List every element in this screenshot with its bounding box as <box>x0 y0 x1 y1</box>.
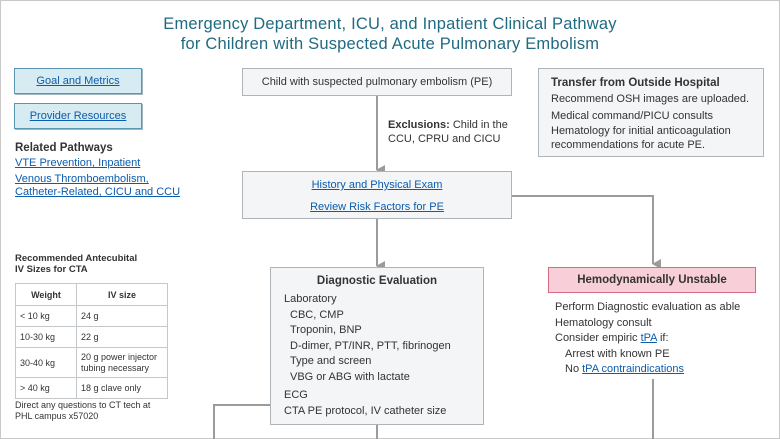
cta-item: CTA PE protocol, IV catheter size <box>284 404 447 417</box>
exclusions-text-line-2: CCU, CPRU and CICU <box>388 133 501 145</box>
unstable-line-1: Perform Diagnostic evaluation as able <box>555 301 741 313</box>
link-venous-thromboembolism[interactable]: Venous Thromboembolism, <box>15 173 149 185</box>
ct-note-line-1: Direct any questions to CT tech at <box>15 400 151 410</box>
table-cell-iv-size-line-1: 20 g power injector <box>81 351 158 362</box>
unstable-line-5-prefix: No <box>565 363 580 375</box>
page-title-line-2: for Children with Suspected Acute Pulmonary Embolism <box>180 35 600 53</box>
unstable-instructions <box>555 300 740 378</box>
review-risk-factors-link[interactable]: Review Risk Factors for PE <box>310 201 444 213</box>
unstable-line-3-suffix: if: <box>659 332 669 344</box>
transfer-line-1: Recommend OSH images are uploaded. <box>551 92 750 105</box>
transfer-line-3: Hematology for initial anticoagulation <box>551 124 731 137</box>
table-header-weight: Weight <box>16 284 77 306</box>
related-pathways-heading: Related Pathways <box>15 142 113 154</box>
list-item: Type and screen <box>290 355 372 367</box>
table-header-row <box>16 284 168 306</box>
hemodynamically-unstable-box <box>548 267 756 293</box>
list-item: VBG or ABG with lactate <box>290 370 410 383</box>
table-cell-weight: > 40 kg <box>16 378 77 399</box>
page-title-line-1: Emergency Department, ICU, and Inpatient Clinical Pathway <box>163 15 617 33</box>
history-box <box>242 171 512 219</box>
link-catheter-related[interactable]: Catheter-Related, CICU and CCU <box>15 186 181 198</box>
table-cell-weight: < 10 kg <box>16 306 77 327</box>
arrow-history-to-unstable <box>512 196 653 264</box>
transfer-box <box>538 68 764 157</box>
table-cell-iv-size-line-2: tubing necessary <box>81 362 150 373</box>
hemodynamically-unstable-title: Hemodynamically Unstable <box>577 274 727 286</box>
history-physical-exam-link[interactable]: History and Physical Exam <box>311 179 443 191</box>
transfer-title: Transfer from Outside Hospital <box>551 77 720 89</box>
table-row <box>16 348 168 378</box>
table-cell-iv-size: 18 g clave only <box>77 378 168 399</box>
diagnostic-evaluation-title: Diagnostic Evaluation <box>316 275 438 287</box>
unstable-line-3 <box>555 331 740 347</box>
diagnostic-evaluation-box <box>270 267 484 425</box>
exclusions-text-line-1: Child in the <box>452 119 508 131</box>
transfer-line-4: recommendations for acute PE. <box>551 139 706 151</box>
unstable-line-5 <box>555 362 740 378</box>
start-box <box>242 68 512 96</box>
ecg-item: ECG <box>284 389 308 401</box>
transfer-line-2: Medical command/PICU consults <box>551 110 714 122</box>
iv-sizes-heading-line-2: IV Sizes for CTA <box>15 264 88 275</box>
line-diagnostic-down-left <box>214 405 270 439</box>
unstable-line-2: Hematology consult <box>555 316 652 329</box>
list-item: Troponin, BNP <box>290 324 362 336</box>
table-row <box>16 327 168 348</box>
table-row <box>16 378 168 399</box>
table-cell-iv-size <box>77 348 168 378</box>
laboratory-heading: Laboratory <box>284 293 337 305</box>
tpa-contraindications-link[interactable]: tPA contraindications <box>582 363 685 375</box>
table-cell-weight: 10-30 kg <box>16 327 77 348</box>
link-vte-prevention[interactable]: VTE Prevention, Inpatient <box>15 157 141 169</box>
goal-and-metrics-button[interactable]: Goal and Metrics <box>14 68 142 94</box>
table-cell-iv-size: 24 g <box>77 306 168 327</box>
table-header-iv-size: IV size <box>77 284 168 306</box>
unstable-line-3-prefix: Consider empiric <box>555 332 638 344</box>
exclusions-note <box>388 118 508 146</box>
list-item: CBC, CMP <box>290 308 344 321</box>
table-row <box>16 306 168 327</box>
list-item: D-dimer, PT/INR, PTT, fibrinogen <box>290 339 451 352</box>
ct-note-line-2: PHL campus x57020 <box>15 411 99 421</box>
laboratory-list <box>284 308 483 386</box>
unstable-line-4: Arrest with known PE <box>565 347 670 360</box>
iv-sizes-table <box>15 283 168 399</box>
exclusions-label: Exclusions: <box>388 119 450 131</box>
provider-resources-button[interactable]: Provider Resources <box>14 103 142 129</box>
start-box-label: Child with suspected pulmonary embolism (PE) <box>261 76 493 88</box>
table-cell-iv-size: 22 g <box>77 327 168 348</box>
table-cell-weight: 30-40 kg <box>16 348 77 378</box>
tpa-link[interactable]: tPA <box>640 332 657 344</box>
iv-sizes-heading-line-1: Recommended Antecubital <box>15 253 138 264</box>
